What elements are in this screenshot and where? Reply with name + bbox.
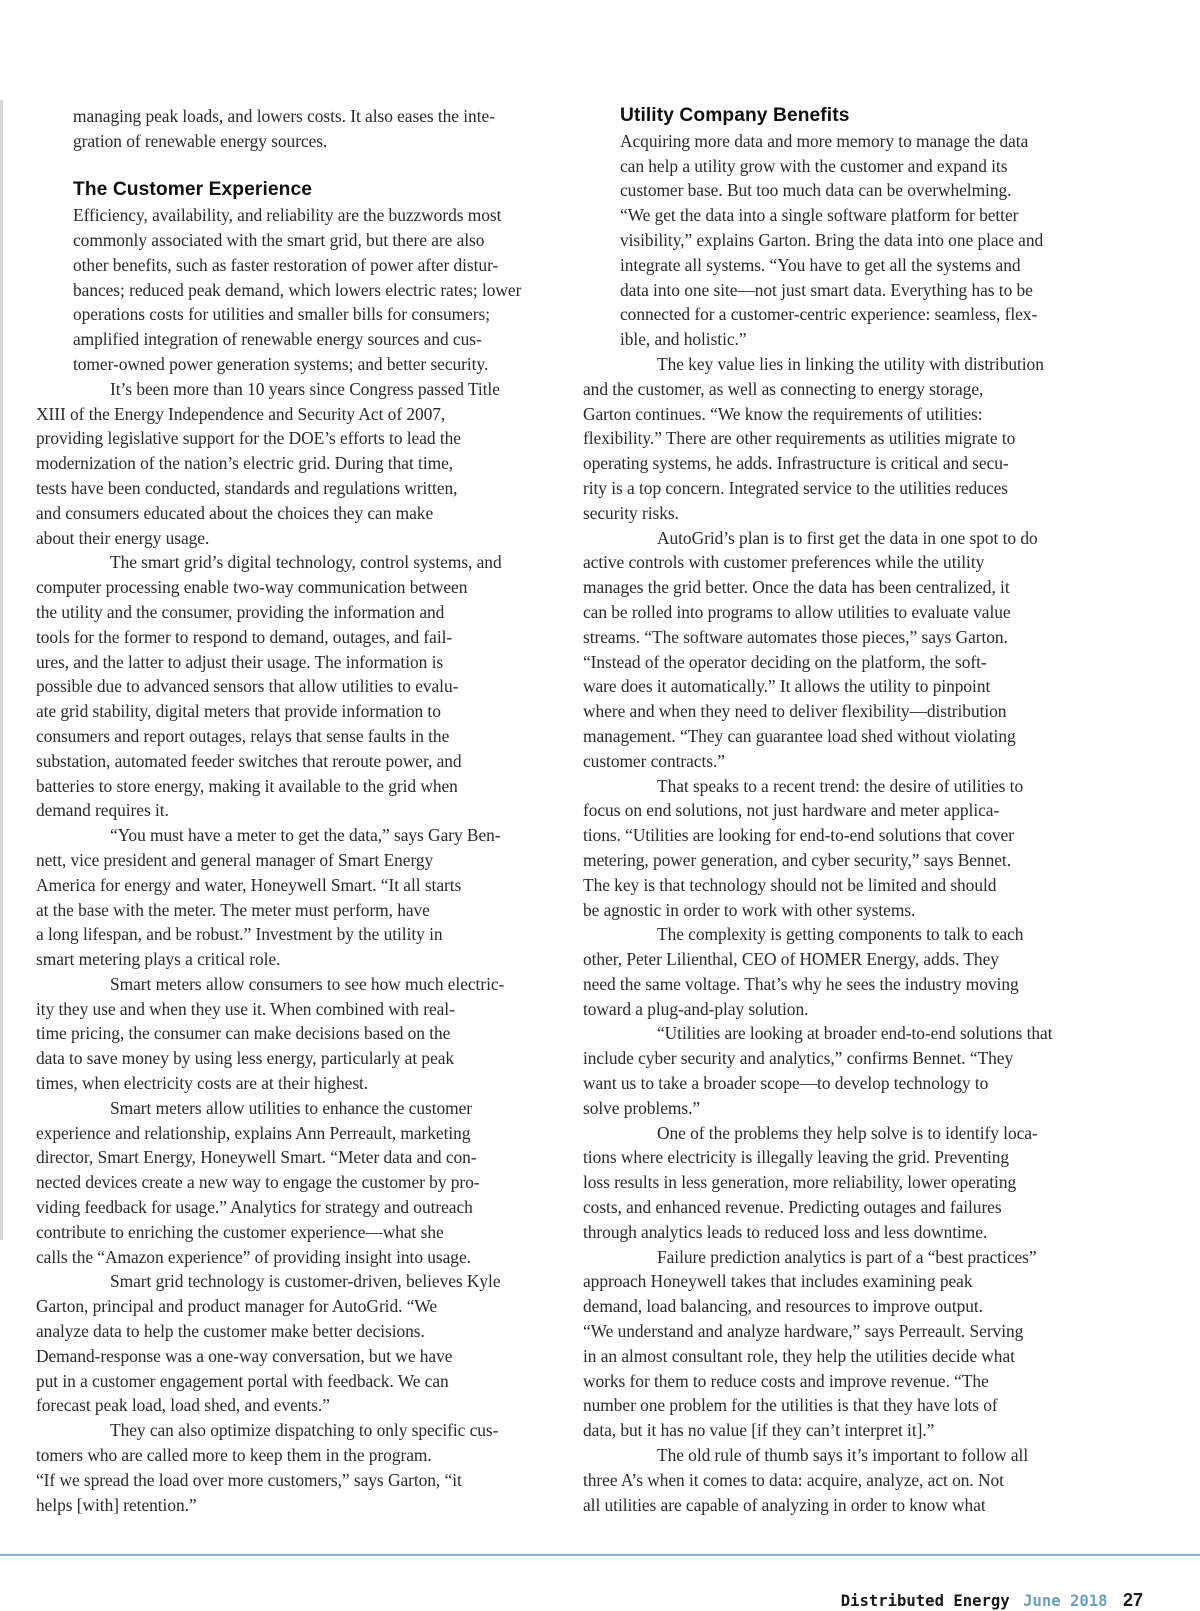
text-line: connected for a customer-centric experience: seamless, flex- — [620, 304, 1038, 325]
page-footer — [841, 1590, 1143, 1611]
body-paragraph — [36, 823, 597, 972]
text-line: Garton continues. “We know the requirements of utilities: — [583, 403, 983, 424]
text-line: That speaks to a recent trend: the desire of utilities to — [657, 775, 1024, 796]
text-line: operations costs for utilities and smaller bills for consumers; — [73, 304, 491, 325]
intro-paragraph — [73, 104, 597, 154]
text-line: “Instead of the operator deciding on the platform, the soft- — [583, 651, 987, 672]
text-line: substation, automated feeder switches that reroute power, and — [36, 750, 462, 771]
text-line: Smart meters allow consumers to see how much electric- — [110, 973, 505, 994]
text-line: time pricing, the consumer can make decisions based on the — [36, 1023, 451, 1044]
text-line: all utilities are capable of analyzing in order to know what — [583, 1494, 986, 1515]
text-line: and the customer, as well as connecting to energy storage, — [583, 378, 984, 399]
text-line: Smart meters allow utilities to enhance the customer — [110, 1097, 473, 1118]
text-line: active controls with customer preferences while the utility — [583, 552, 985, 573]
body-paragraph — [583, 1443, 1141, 1517]
text-line: The complexity is getting components to talk to each — [657, 924, 1024, 945]
text-line: XIII of the Energy Independence and Security Act of 2007, — [36, 403, 446, 424]
text-line: experience and relationship, explains Ann Perreault, marketing — [36, 1122, 471, 1143]
text-line: need the same voltage. That’s why he sees the industry moving — [583, 973, 1019, 994]
text-line: times, when electricity costs are at their highest. — [36, 1073, 369, 1094]
body-paragraph — [36, 1096, 597, 1270]
right-paragraphs — [583, 129, 1141, 1518]
text-line: computer processing enable two-way communication between — [36, 577, 468, 598]
text-line: providing legislative support for the DOE’s efforts to lead the — [36, 428, 461, 449]
text-line: metering, power generation, and cyber security,” says Bennet. — [583, 849, 1012, 870]
text-line: other, Peter Lilienthal, CEO of HOMER Energy, adds. They — [583, 949, 999, 970]
text-line: put in a customer engagement portal with feedback. We can — [36, 1370, 449, 1391]
text-line: in an almost consultant role, they help the utilities decide what — [583, 1345, 1015, 1366]
body-paragraph — [583, 1245, 1141, 1443]
text-line: security risks. — [583, 502, 679, 523]
text-line: loss results in less generation, more reliability, lower operating — [583, 1172, 1017, 1193]
text-line: Failure prediction analytics is part of a “best practices” — [657, 1246, 1037, 1267]
text-line: The old rule of thumb says it’s important to follow all — [657, 1445, 1029, 1466]
text-line: The key value lies in linking the utility with distribution — [657, 353, 1044, 374]
section-heading-customer-experience: The Customer Experience — [73, 179, 313, 201]
text-line: data to save money by using less energy, particularly at peak — [36, 1048, 455, 1069]
text-line: and consumers educated about the choices they can make — [36, 502, 434, 523]
left-edge-rule — [0, 100, 3, 1240]
body-paragraph — [583, 352, 1141, 526]
text-line: amplified integration of renewable energy sources and cus- — [73, 329, 482, 350]
body-paragraph — [583, 922, 1141, 1021]
text-line: works for them to reduce costs and improve revenue. “The — [583, 1370, 989, 1391]
text-line: “If we spread the load over more customers,” says Garton, “it — [36, 1469, 462, 1490]
body-paragraph — [583, 1121, 1141, 1245]
text-line: ible, and holistic.” — [620, 329, 747, 350]
text-line: tions where electricity is illegally leaving the grid. Preventing — [583, 1147, 1010, 1168]
text-line: number one problem for the utilities is that they have lots of — [583, 1395, 998, 1416]
text-line: tomers who are called more to keep them in the program. — [36, 1445, 432, 1466]
text-line: tomer-owned power generation systems; and better security. — [73, 353, 489, 374]
footer-rule — [0, 1554, 1200, 1556]
body-paragraph — [36, 972, 597, 1096]
text-line: viding feedback for usage.” Analytics for strategy and outreach — [36, 1197, 473, 1218]
text-line: solve problems.” — [583, 1097, 701, 1118]
text-line: They can also optimize dispatching to only specific cus- — [110, 1420, 499, 1441]
text-line: three A’s when it comes to data: acquire, analyze, act on. Not — [583, 1469, 1004, 1490]
text-line: The key is that technology should not be limited and should — [583, 874, 997, 895]
text-line: streams. “The software automates those pieces,” says Garton. — [583, 626, 1008, 647]
text-line: director, Smart Energy, Honeywell Smart. “Meter data and con- — [36, 1147, 477, 1168]
text-line: consumers and report outages, relays that sense faults in the — [36, 725, 450, 746]
text-line: flexibility.” There are other requirements as utilities migrate to — [583, 428, 1016, 449]
text-line: rity is a top concern. Integrated service to the utilities reduces — [583, 477, 1009, 498]
text-line: Smart grid technology is customer-driven, believes Kyle — [110, 1271, 501, 1292]
body-paragraph — [36, 377, 597, 551]
text-line: data, but it has no value [if they can’t interpret it].” — [583, 1420, 935, 1441]
text-line: “Utilities are looking at broader end-to-end solutions that — [657, 1023, 1053, 1044]
text-line: costs, and enhanced revenue. Predicting outages and failures — [583, 1197, 1002, 1218]
text-line: tests have been conducted, standards and regulations written, — [36, 477, 458, 498]
issue-date: June 2018 — [1023, 1592, 1108, 1610]
text-line: nett, vice president and general manager of Smart Energy — [36, 849, 434, 870]
right-column — [583, 104, 1141, 1517]
text-line: Garton, principal and product manager for AutoGrid. “We — [36, 1296, 438, 1317]
text-line: “We understand and analyze hardware,” says Perreault. Serving — [583, 1321, 1024, 1342]
page-number: 27 — [1122, 1590, 1143, 1610]
text-line: through analytics leads to reduced loss and less downtime. — [583, 1221, 988, 1242]
text-line: Acquiring more data and more memory to manage the data — [620, 130, 1029, 151]
text-line: Efficiency, availability, and reliability are the buzzwords most — [73, 205, 502, 226]
text-line: bances; reduced peak demand, which lowers electric rates; lower — [73, 279, 522, 300]
text-line: customer base. But too much data can be overwhelming. — [620, 180, 1012, 201]
text-line: One of the problems they help solve is to identify loca- — [657, 1122, 1038, 1143]
text-line: data into one site—not just smart data. Everything has to be — [620, 279, 1033, 300]
text-line: manages the grid better. Once the data has been centralized, it — [583, 577, 1010, 598]
text-line: ity they use and when they use it. When combined with real- — [36, 998, 455, 1019]
text-line: demand, load balancing, and resources to improve output. — [583, 1296, 983, 1317]
body-paragraph — [73, 203, 597, 377]
text-line: managing peak loads, and lowers costs. It also eases the inte- — [73, 106, 495, 126]
text-line: at the base with the meter. The meter must perform, have — [36, 899, 430, 920]
body-paragraph — [36, 1418, 597, 1517]
left-column — [36, 104, 597, 1517]
text-line: tools for the former to respond to demand, outages, and fail- — [36, 626, 453, 647]
text-line: customer contracts.” — [583, 750, 725, 771]
text-line: commonly associated with the smart grid, but there are also — [73, 229, 485, 250]
text-line: calls the “Amazon experience” of providing insight into usage. — [36, 1246, 471, 1267]
text-line: analyze data to help the customer make better decisions. — [36, 1321, 425, 1342]
text-line: integrate all systems. “You have to get all the systems and — [620, 254, 1021, 275]
text-line: ate grid stability, digital meters that provide information to — [36, 701, 441, 722]
text-line: visibility,” explains Garton. Bring the data into one place and — [620, 229, 1044, 250]
body-paragraph — [583, 526, 1141, 774]
text-line: can be rolled into programs to allow utilities to evaluate value — [583, 601, 1011, 622]
body-paragraph — [583, 1021, 1141, 1120]
text-line: focus on end solutions, not just hardware and meter applica- — [583, 800, 1000, 821]
text-line: America for energy and water, Honeywell Smart. “It all starts — [36, 874, 462, 895]
text-line: AutoGrid’s plan is to first get the data in one spot to do — [657, 527, 1038, 548]
text-line: demand requires it. — [36, 800, 169, 821]
text-line: forecast peak load, load shed, and events.” — [36, 1395, 330, 1416]
text-line: be agnostic in order to work with other systems. — [583, 899, 916, 920]
text-line: ures, and the latter to adjust their usage. The information is — [36, 651, 444, 672]
text-line: “You must have a meter to get the data,” says Gary Ben- — [110, 825, 501, 846]
text-line: modernization of the nation’s electric grid. During that time, — [36, 453, 454, 474]
body-paragraph — [36, 1269, 597, 1418]
text-line: batteries to store energy, making it available to the grid when — [36, 775, 458, 796]
section-heading-utility-benefits: Utility Company Benefits — [620, 105, 850, 126]
text-line: It’s been more than 10 years since Congress passed Title — [110, 378, 500, 399]
text-line: “We get the data into a single software platform for better — [620, 205, 1019, 226]
text-line: toward a plug-and-play solution. — [583, 998, 809, 1019]
text-line: smart metering plays a critical role. — [36, 949, 281, 970]
text-line: other benefits, such as faster restoration of power after distur- — [73, 254, 499, 275]
text-line: nected devices create a new way to engage the customer by pro- — [36, 1172, 480, 1193]
text-line: about their energy usage. — [36, 527, 210, 548]
text-line: include cyber security and analytics,” confirms Bennet. “They — [583, 1048, 1014, 1069]
text-line: where and when they need to deliver flexibility—distribution — [583, 701, 1007, 722]
text-line: operating systems, he adds. Infrastructure is critical and secu- — [583, 453, 1009, 474]
text-line: approach Honeywell takes that includes examining peak — [583, 1271, 973, 1292]
text-line: can help a utility grow with the customer and expand its — [620, 155, 1008, 176]
text-line: tions. “Utilities are looking for end-to-end solutions that cover — [583, 825, 1014, 846]
text-line: helps [with] retention.” — [36, 1494, 197, 1515]
text-line: The smart grid’s digital technology, control systems, and — [110, 552, 502, 573]
text-line: possible due to advanced sensors that allow utilities to evalu- — [36, 676, 459, 697]
text-line: a long lifespan, and be robust.” Investment by the utility in — [36, 924, 443, 945]
left-paragraphs — [36, 203, 597, 1517]
body-paragraph — [620, 129, 1141, 352]
text-line: Demand-response was a one-way conversation, but we have — [36, 1345, 453, 1366]
publication-name: Distributed Energy — [840, 1592, 1010, 1610]
text-line: contribute to enriching the customer experience—what she — [36, 1221, 444, 1242]
body-paragraph — [36, 550, 597, 823]
text-line: the utility and the consumer, providing the information and — [36, 601, 445, 622]
text-line: gration of renewable energy sources. — [73, 130, 328, 151]
text-line: ware does it automatically.” It allows the utility to pinpoint — [583, 676, 991, 697]
text-line: want us to take a broader scope—to develop technology to — [583, 1073, 989, 1094]
body-paragraph — [583, 774, 1141, 923]
text-line: management. “They can guarantee load shed without violating — [583, 725, 1016, 746]
